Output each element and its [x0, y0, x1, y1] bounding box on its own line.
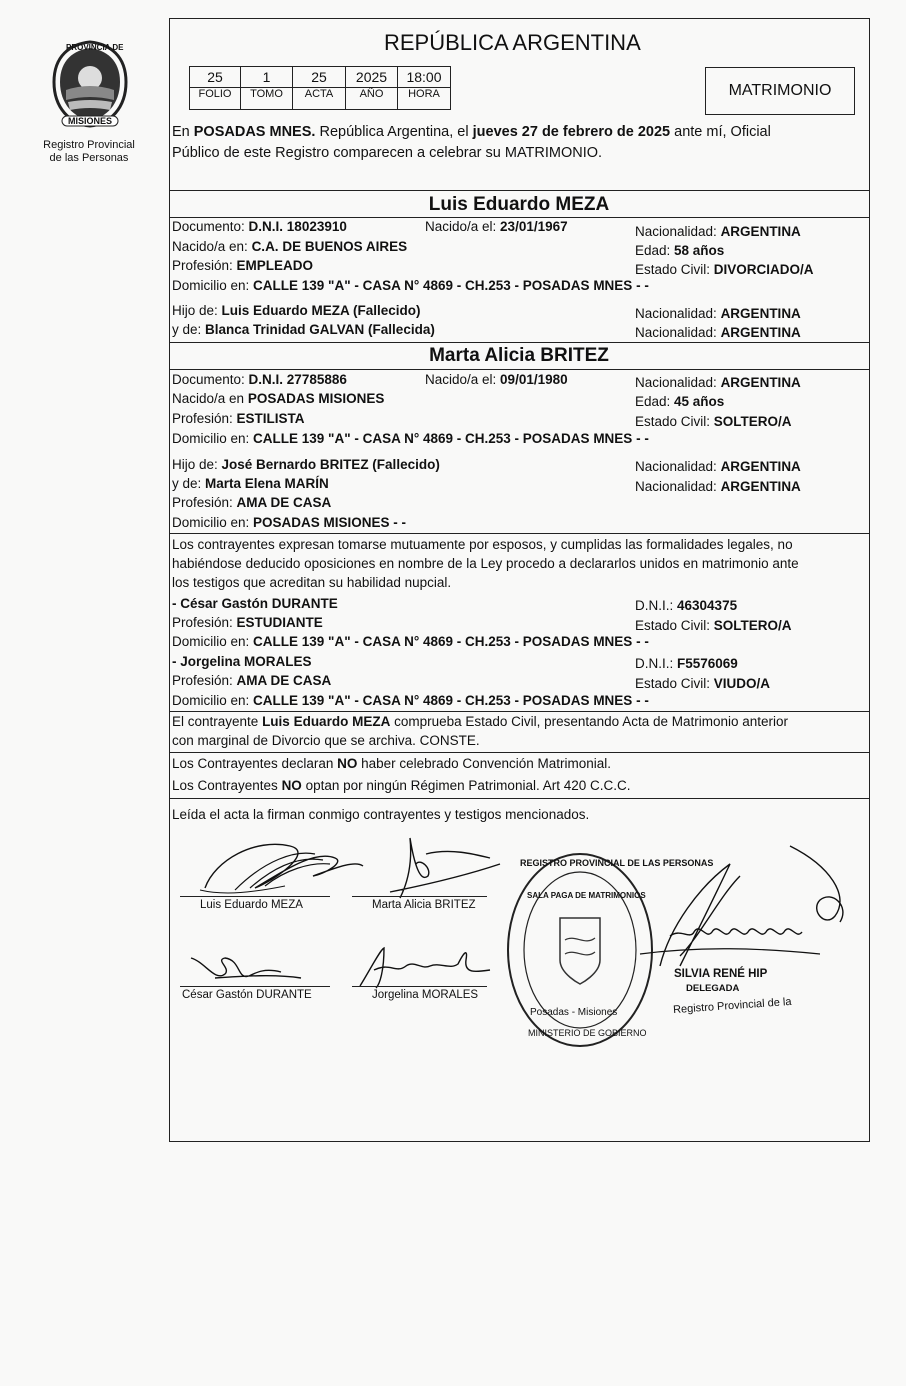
witness1-address: Domicilio en: CALLE 139 "A" - CASA N° 4869 - CH.253 - POSADAS MNES - -: [172, 634, 649, 649]
note-convention: Los Contrayentes declaran NO haber celebrado Convención Matrimonial.: [172, 756, 611, 771]
witness2-address: Domicilio en: CALLE 139 "A" - CASA N° 4869 - CH.253 - POSADAS MNES - -: [172, 693, 649, 708]
divider: [169, 369, 869, 370]
seal-ministry-text: MINISTERIO DE GOBIERNO: [528, 1028, 647, 1038]
closing-statement: Leída el acta la firman conmigo contrayentes y testigos mencionados.: [172, 807, 590, 822]
acta-cell: 25 ACTA: [292, 66, 346, 110]
bride-father: Hijo de: José Bernardo BRITEZ (Fallecido): [172, 457, 440, 472]
divider: [169, 752, 869, 753]
bride-mother-address: Domicilio en: POSADAS MISIONES - -: [172, 515, 407, 530]
witness1-name: - César Gastón DURANTE: [172, 596, 338, 611]
groom-signature-label: Luis Eduardo MEZA: [200, 899, 303, 911]
witness1-civil-status: Estado Civil: SOLTERO/A: [635, 618, 792, 633]
note-regime: Los Contrayentes NO optan por ningún Régimen Patrimonial. Art 420 C.C.C.: [172, 778, 631, 793]
witness2-civil-status: Estado Civil: VIUDO/A: [635, 676, 771, 691]
bride-address: Domicilio en: CALLE 139 "A" - CASA N° 4869 - CH.253 - POSADAS MNES - -: [172, 431, 649, 446]
bride-profession: Profesión: ESTILISTA: [172, 411, 305, 426]
divider: [169, 217, 869, 218]
declaration-line1: Los contrayentes expresan tomarse mutuamente por esposos, y cumplidas las formalidades legales, no: [172, 537, 793, 552]
bride-birthdate: Nacido/a el: 09/01/1980: [425, 372, 568, 387]
groom-address: Domicilio en: CALLE 139 "A" - CASA N° 4869 - CH.253 - POSADAS MNES - -: [172, 278, 649, 293]
witness2-signature-label: Jorgelina MORALES: [372, 989, 479, 1001]
groom-mother-nationality: Nacionalidad: ARGENTINA: [635, 325, 801, 340]
groom-birthdate: Nacido/a el: 23/01/1967: [425, 219, 568, 234]
tomo-cell: 1 TOMO: [240, 66, 293, 110]
declaration-line3: los testigos que acreditan su habilidad nupcial.: [172, 575, 452, 590]
bride-age: Edad: 45 años: [635, 394, 725, 409]
bride-signature-label: Marta Alicia BRITEZ: [372, 899, 476, 911]
folio-cell: 25 FOLIO: [189, 66, 241, 110]
official-name: SILVIA RENÉ HIP: [674, 968, 768, 980]
divider: [169, 798, 869, 799]
bride-father-nationality: Nacionalidad: ARGENTINA: [635, 459, 801, 474]
divider: [169, 190, 869, 191]
intro-line2: Público de este Registro comparecen a celebrar su MATRIMONIO.: [172, 145, 603, 161]
bride-nationality: Nacionalidad: ARGENTINA: [635, 375, 801, 390]
witness1-signature: [185, 948, 305, 988]
groom-birthplace: Nacido/a en: C.A. DE BUENOS AIRES: [172, 239, 408, 254]
groom-document: Documento: D.N.I. 18023910: [172, 219, 347, 234]
groom-nationality: Nacionalidad: ARGENTINA: [635, 224, 801, 239]
registry-name-line2: de las Personas: [49, 152, 129, 164]
signature-line: [352, 986, 487, 987]
seal-inner-text: SALA PAGA DE MATRIMONIOS: [527, 891, 646, 900]
official-role: DELEGADA: [686, 983, 740, 994]
bride-mother-profession: Profesión: AMA DE CASA: [172, 495, 332, 510]
bride-mother: y de: Marta Elena MARÍN: [172, 476, 329, 491]
note-civil-status: El contrayente Luis Eduardo MEZA comprueba Estado Civil, presentando Acta de Matrimonio anterior: [172, 714, 789, 729]
anio-cell: 2025 AÑO: [345, 66, 398, 110]
bride-name: Marta Alicia BRITEZ: [429, 345, 609, 366]
hora-cell: 18:00 HORA: [397, 66, 451, 110]
official-registry: Registro Provincial de la: [672, 995, 792, 1017]
groom-civil-status: Estado Civil: DIVORCIADO/A: [635, 262, 814, 277]
groom-name: Luis Eduardo MEZA: [428, 194, 610, 215]
seal-ring-text: REGISTRO PROVINCIAL DE LAS PERSONAS: [520, 858, 714, 868]
logo-text-bottom: MISIONES: [68, 116, 113, 126]
document-title: REPÚBLICA ARGENTINA: [384, 30, 641, 55]
groom-profession: Profesión: EMPLEADO: [172, 258, 314, 273]
bride-civil-status: Estado Civil: SOLTERO/A: [635, 414, 792, 429]
logo-text-top: PROVINCIA DE: [66, 43, 124, 52]
official-signature: [620, 836, 860, 976]
witness2-signature: [350, 940, 500, 990]
declaration-line2: habiéndose deducido oposiciones en nombre de la Ley procedo a declararlos unidos en matrimonio ante: [172, 556, 799, 571]
record-type-label: MATRIMONIO: [728, 82, 832, 99]
seal-bottom-text: Posadas - Misiones: [530, 1007, 618, 1018]
signature-line: [180, 986, 330, 987]
groom-signature: [195, 830, 370, 900]
witness2-profession: Profesión: AMA DE CASA: [172, 673, 332, 688]
witness2-name: - Jorgelina MORALES: [172, 654, 312, 669]
witness1-signature-label: César Gastón DURANTE: [182, 989, 312, 1001]
bride-birthplace: Nacido/a en POSADAS MISIONES: [172, 391, 385, 406]
bride-document: Documento: D.N.I. 27785886: [172, 372, 347, 387]
divider: [169, 342, 869, 343]
groom-father: Hijo de: Luis Eduardo MEZA (Fallecido): [172, 303, 421, 318]
intro-line1: En POSADAS MNES. República Argentina, el jueves 27 de febrero de 2025 ante mí, Oficial: [172, 124, 771, 140]
registry-name-line1: Registro Provincial: [43, 139, 135, 151]
groom-age: Edad: 58 años: [635, 243, 725, 258]
note-civil-status-line2: con marginal de Divorcio que se archiva. CONSTE.: [172, 733, 480, 748]
witness2-dni: D.N.I.: F5576069: [635, 656, 738, 671]
witness1-dni: D.N.I.: 46304375: [635, 598, 738, 613]
groom-father-nationality: Nacionalidad: ARGENTINA: [635, 306, 801, 321]
signature-line: [180, 896, 330, 897]
groom-mother: y de: Blanca Trinidad GALVAN (Fallecida): [172, 322, 435, 337]
divider: [169, 533, 869, 534]
signature-line: [352, 896, 487, 897]
bride-mother-nationality: Nacionalidad: ARGENTINA: [635, 479, 801, 494]
witness1-profession: Profesión: ESTUDIANTE: [172, 615, 323, 630]
divider: [169, 711, 869, 712]
record-type-box: [705, 67, 855, 115]
